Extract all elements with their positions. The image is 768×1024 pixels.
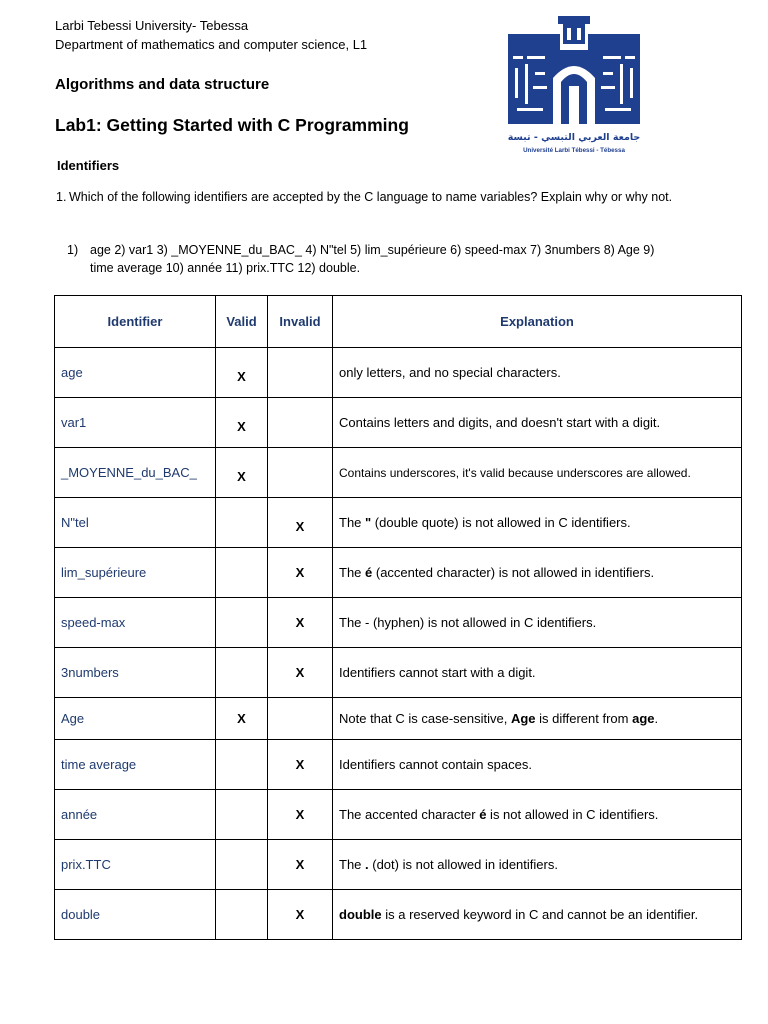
valid-mark-cell xyxy=(216,740,268,790)
explanation-segment: only letters, and no special characters. xyxy=(339,365,561,380)
explanation-cell xyxy=(333,398,742,448)
valid-mark-cell: X xyxy=(216,698,268,740)
invalid-mark-cell: X xyxy=(268,740,333,790)
explanation-segment: The accented character xyxy=(339,807,480,822)
explanation-cell xyxy=(333,598,742,648)
lab-title: Lab1: Getting Started with C Programming xyxy=(55,115,409,135)
valid-mark-cell: X xyxy=(216,348,268,398)
invalid-mark-cell: X xyxy=(268,498,333,548)
invalid-mark-cell xyxy=(268,398,333,448)
valid-mark-cell: X xyxy=(216,398,268,448)
invalid-mark-cell: X xyxy=(268,598,333,648)
invalid-mark-cell: X xyxy=(268,648,333,698)
valid-mark-cell xyxy=(216,498,268,548)
explanation-segment: Note that C is case-sensitive, xyxy=(339,711,511,726)
identifier-cell: Age xyxy=(55,698,216,740)
valid-mark-cell xyxy=(216,648,268,698)
explanation-segment: Contains underscores, it's valid because underscores are allowed. xyxy=(339,465,691,480)
explanation-segment: Identifiers cannot contain spaces. xyxy=(339,757,532,772)
valid-mark-cell xyxy=(216,840,268,890)
explanation-segment: (double quote) is not allowed in C identifiers. xyxy=(371,515,631,530)
explanation-segment: . xyxy=(654,711,659,726)
logo-latin-text: Université Larbi Tébessi - Tébessa xyxy=(523,147,625,154)
university-name: Larbi Tebessi University- Tebessa xyxy=(55,18,249,33)
explanation-segment: . xyxy=(365,857,369,872)
identifiers-table xyxy=(54,295,742,940)
explanation-segment: is different from xyxy=(535,711,633,726)
course-title: Algorithms and data structure xyxy=(55,76,270,93)
explanation-segment: Identifiers cannot start with a digit. xyxy=(339,665,536,680)
table-row xyxy=(55,740,742,790)
identifier-cell: time average xyxy=(55,740,216,790)
question-text: Which of the following identifiers are accepted by the C language to name variables? Explain why or why not. xyxy=(69,190,673,204)
identifier-cell: var1 xyxy=(55,398,216,448)
identifier-cell: année xyxy=(55,790,216,840)
table-row xyxy=(55,548,742,598)
department-name: Department of mathematics and computer science, L1 xyxy=(55,37,368,52)
identifier-cell: 3numbers xyxy=(55,648,216,698)
table-row xyxy=(55,840,742,890)
identifier-cell: age xyxy=(55,348,216,398)
explanation-cell xyxy=(333,348,742,398)
table-row xyxy=(55,648,742,698)
table-row xyxy=(55,498,742,548)
valid-mark-cell xyxy=(216,790,268,840)
logo-arabic-text: جامعة العربي التبسي - تبسة xyxy=(507,132,641,143)
identifier-cell: double xyxy=(55,890,216,940)
table-row xyxy=(55,598,742,648)
identifier-cell: _MOYENNE_du_BAC_ xyxy=(55,448,216,498)
valid-mark-cell xyxy=(216,598,268,648)
identifier-cell: prix.TTC xyxy=(55,840,216,890)
table-row xyxy=(55,398,742,448)
table-header-row xyxy=(55,296,742,348)
identifier-cell: speed-max xyxy=(55,598,216,648)
invalid-mark-cell xyxy=(268,348,333,398)
header-invalid: Invalid xyxy=(268,296,333,348)
explanation-segment: (accented character) is not allowed in identifiers. xyxy=(372,565,655,580)
identifier-cell: lim_supérieure xyxy=(55,548,216,598)
explanation-segment: é xyxy=(365,565,373,580)
section-title: Identifiers xyxy=(57,158,120,173)
explanation-cell xyxy=(333,448,742,498)
explanation-segment: double xyxy=(339,907,382,922)
explanation-segment: Age xyxy=(510,711,536,726)
university-logo xyxy=(503,16,645,156)
explanation-cell xyxy=(333,740,742,790)
invalid-mark-cell: X xyxy=(268,840,333,890)
explanation-segment: The xyxy=(339,565,366,580)
valid-mark-cell: X xyxy=(216,448,268,498)
explanation-segment: The xyxy=(339,857,366,872)
explanation-cell xyxy=(333,790,742,840)
identifier-list xyxy=(67,241,677,277)
header-identifier: Identifier xyxy=(55,296,216,348)
explanation-segment: is a reserved keyword in C and cannot be an identifier. xyxy=(381,907,699,922)
explanation-cell xyxy=(333,648,742,698)
explanation-segment: (dot) is not allowed in identifiers. xyxy=(368,857,558,872)
valid-mark-cell xyxy=(216,890,268,940)
table-row xyxy=(55,790,742,840)
valid-mark-cell xyxy=(216,548,268,598)
question-number: 1. xyxy=(56,190,67,204)
explanation-segment: The xyxy=(339,515,366,530)
table-row xyxy=(55,698,742,740)
question-1 xyxy=(56,188,686,206)
invalid-mark-cell: X xyxy=(268,548,333,598)
explanation-segment: é xyxy=(479,807,487,822)
explanation-cell xyxy=(333,698,742,740)
explanation-cell xyxy=(333,548,742,598)
invalid-mark-cell: X xyxy=(268,790,333,840)
table-row xyxy=(55,448,742,498)
explanation-cell xyxy=(333,840,742,890)
explanation-segment: Contains letters and digits, and doesn't start with a digit. xyxy=(339,415,661,430)
explanation-segment: age xyxy=(632,711,655,726)
identifier-list-text: age 2) var1 3) _MOYENNE_du_BAC_ 4) N"tel 5) lim_supérieure 6) speed-max 7) 3numbers 8) Age 9) time average 10) année 11) prix.TTC 12) double. xyxy=(90,243,655,275)
explanation-cell xyxy=(333,498,742,548)
identifier-cell: N"tel xyxy=(55,498,216,548)
explanation-segment: The - (hyphen) is not allowed in C identifiers. xyxy=(339,615,597,630)
invalid-mark-cell xyxy=(268,448,333,498)
table-row xyxy=(55,890,742,940)
invalid-mark-cell xyxy=(268,698,333,740)
explanation-segment: is not allowed in C identifiers. xyxy=(486,807,659,822)
table-row xyxy=(55,348,742,398)
invalid-mark-cell: X xyxy=(268,890,333,940)
explanation-cell xyxy=(333,890,742,940)
explanation-segment: " xyxy=(365,515,372,530)
identifier-list-number: 1) xyxy=(67,243,79,257)
header-explanation: Explanation xyxy=(333,296,742,348)
header-valid: Valid xyxy=(216,296,268,348)
